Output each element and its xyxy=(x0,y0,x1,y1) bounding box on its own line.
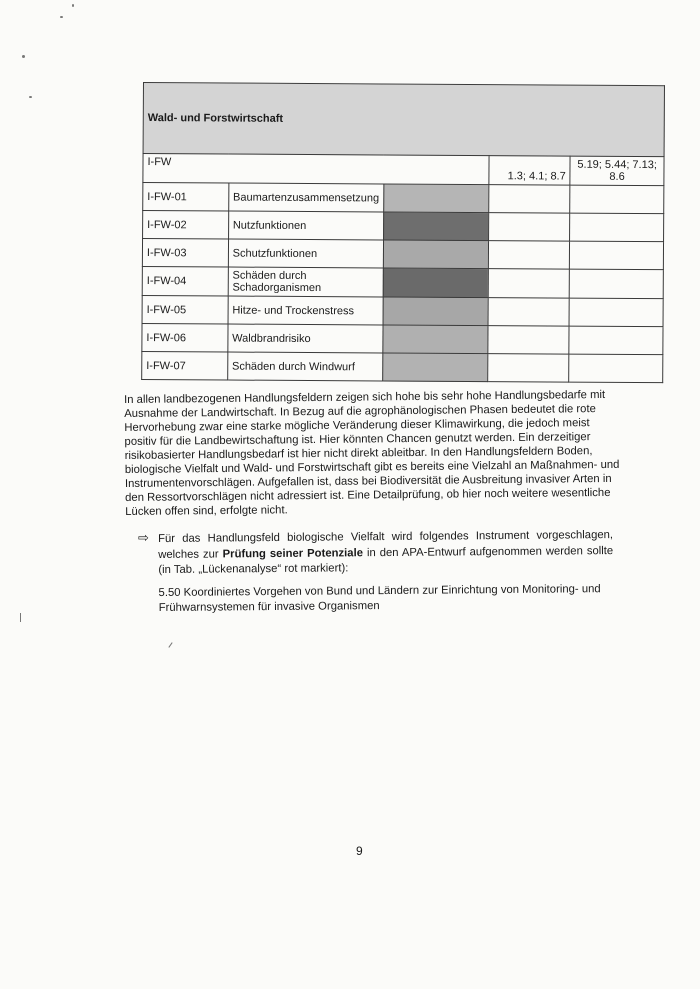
empty-cell xyxy=(569,326,663,355)
forestry-table xyxy=(141,82,665,383)
row-label: Schäden durch Windwurf xyxy=(227,352,382,381)
scan-speck xyxy=(168,642,172,647)
empty-cell xyxy=(569,354,663,383)
row-code: I-FW-04 xyxy=(142,266,228,296)
table-row xyxy=(142,295,663,326)
empty-cell xyxy=(488,298,570,326)
rating-swatch xyxy=(383,212,488,241)
row-code: I-FW-02 xyxy=(143,211,229,240)
row-label: Waldbrandrisiko xyxy=(228,324,383,353)
empty-cell xyxy=(488,241,570,269)
empty-cell xyxy=(488,269,570,298)
table-row xyxy=(142,351,663,382)
scan-speck xyxy=(22,55,25,58)
rating-swatch xyxy=(383,297,488,326)
empty-cell xyxy=(487,326,569,354)
rating-swatch xyxy=(383,268,488,298)
empty-cell xyxy=(569,298,663,327)
ifw-measures-b: 5.19; 5.44; 7.13; 8.6 xyxy=(570,156,664,186)
row-label: Schäden durch Schadorganismen xyxy=(228,267,383,297)
empty-cell xyxy=(487,354,569,382)
row-code: I-FW-06 xyxy=(142,323,228,352)
recommendation-text xyxy=(158,528,613,578)
body-paragraph: In allen landbezogenen Handlungsfeldern zeigen sich hohe bis sehr hohe Handlungsbedarfe mit Ausnahme der Landwirtschaft. In Bezug auf die agrophänologischen Phasen bedeutet die rote Hervorhebung zwar eine starke mögliche Veränderung dieser Klimawirkung, die jedoch meist positiv für die Landbewirtschaftung ist. Hier könnten Chancen genutzt werden. Ein derzeitiger risikobasierter Handlungsbedarf ist hier nicht direkt ableitbar. In den Handlungsfeldern Boden, biologische Vielfalt und Wald- und Forstwirtschaft gibt es bereits eine Vielzahl an Maßnahmen- und Instrumentenvorschlägen. Aufgefallen ist, dass bei Biodiversität die Ausbreitung invasiver Arten in den Ressortvorschlägen nicht adressiert ist. Eine Detailprüfung, ob hier noch weitere wesentliche Lücken offen sind, erfolgte nicht. xyxy=(124,388,620,518)
ifw-code: I-FW xyxy=(143,154,489,185)
table-row xyxy=(142,266,663,298)
arrow-right-icon: ⇨ xyxy=(138,530,149,545)
recommendation-block xyxy=(158,528,614,616)
empty-cell xyxy=(488,185,570,213)
section-title: Wald- und Forstwirtschaft xyxy=(143,83,664,157)
empty-cell xyxy=(570,185,664,214)
empty-cell xyxy=(488,213,570,241)
table-row xyxy=(143,183,664,214)
row-code: I-FW-01 xyxy=(143,183,229,212)
row-label: Baumartenzusammensetzung xyxy=(228,183,383,212)
empty-cell xyxy=(570,269,664,299)
empty-cell xyxy=(570,241,664,270)
scan-speck xyxy=(29,96,32,98)
row-code: I-FW-05 xyxy=(142,295,228,324)
scan-speck xyxy=(20,613,21,622)
ifw-summary-row xyxy=(143,154,664,186)
row-label: Nutzfunktionen xyxy=(228,211,383,240)
rating-swatch xyxy=(383,325,488,354)
section-header-row xyxy=(143,83,664,157)
recommendation-bold: Prüfung seiner Potenziale xyxy=(222,546,364,560)
scan-speck xyxy=(72,4,74,7)
table-row xyxy=(142,323,663,354)
scan-speck xyxy=(60,16,63,18)
row-code: I-FW-07 xyxy=(142,351,228,380)
table-row xyxy=(142,239,663,270)
row-code: I-FW-03 xyxy=(142,239,228,268)
row-label: Schutzfunktionen xyxy=(228,239,383,268)
rating-swatch xyxy=(383,240,488,269)
recommendation-intro: Für das Handlungsfeld biologische Vielfalt wird folgendes Instrument vorgeschlagen, welches zur xyxy=(158,529,614,561)
page-number: 9 xyxy=(356,844,363,858)
row-label: Hitze- und Trockenstress xyxy=(228,296,383,325)
recommendation-tail: in den APA-Entwurf aufgenommen werden sollte (in Tab. „Lückenanalyse“ rot markiert): xyxy=(158,544,614,576)
table-row xyxy=(143,211,664,242)
ifw-measures-a: 1.3; 4.1; 8.7 xyxy=(488,156,570,185)
empty-cell xyxy=(570,213,664,242)
rating-swatch xyxy=(383,353,488,382)
proposed-measure: 5.50 Koordiniertes Vorgehen von Bund und Ländern zur Einrichtung von Monitoring- und Frühwarnsystemen für invasive Organismen xyxy=(158,582,601,614)
rating-swatch xyxy=(384,184,489,213)
